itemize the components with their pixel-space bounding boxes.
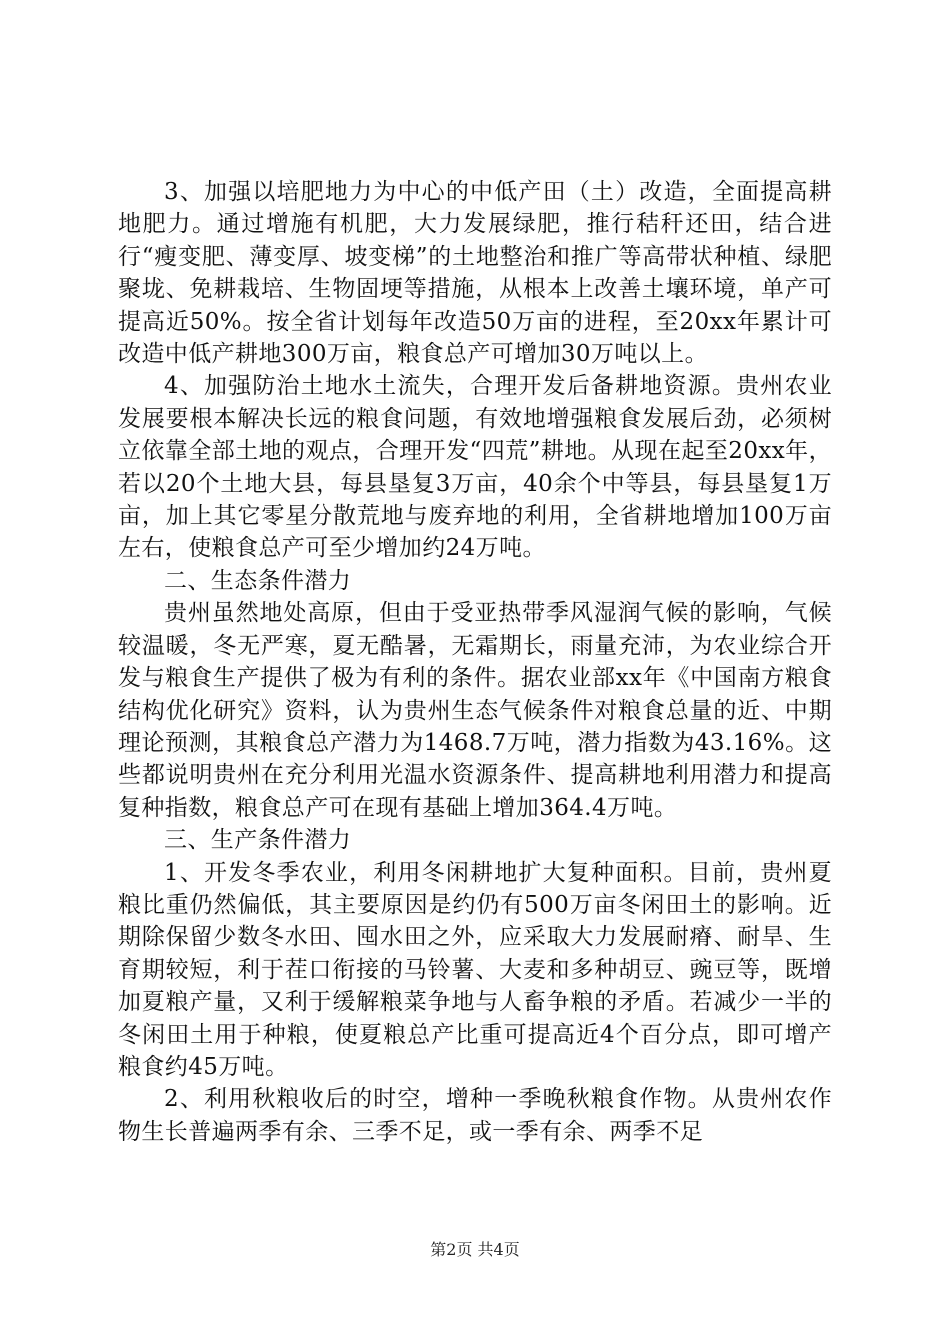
paragraph-ecology: 贵州虽然地处高原，但由于受亚热带季风湿润气候的影响，气候较温暖，冬无严寒，夏无酷暑，无霜期长，雨量充沛，为农业综合开发与粮食生产提供了极为有利的条件。据农业部xx年《中国南方粮食结构优化研究》资料，认为贵州生态气候条件对粮食总量的近、中期理论预测，其粮食总产潜力为1468.7万吨，潜力指数为43.16%。这些都说明贵州在充分利用光温水资源条件、提高耕地利用潜力和提高复种指数，粮食总产可在现有基础上增加364.4万吨。 xyxy=(118,600,832,821)
page-footer: 第2页 共4页 xyxy=(430,1240,520,1259)
section-heading-production: 三、生产条件潜力 xyxy=(164,827,352,854)
paragraph-late-autumn-crops: 2、利用秋粮收后的时空，增种一季晚秋粮食作物。从贵州农作物生长普遍两季有余、三季不足，或一季有余、两季不足 xyxy=(118,1086,832,1145)
paragraph-soil-improvement: 3、加强以培肥地力为中心的中低产田（土）改造，全面提高耕地肥力。通过增施有机肥，大力发展绿肥，推行秸秆还田，结合进行“瘦变肥、薄变厚、坡变梯”的土地整治和推广等高带状种植、绿肥聚垅、免耕栽培、生物固埂等措施，从根本上改善土壤环境，单产可提高近50%。按全省计划每年改造50万亩的进程，至20xx年累计可改造中低产耕地300万亩，粮食总产可增加30万吨以上。 xyxy=(118,179,832,368)
document-body xyxy=(118,176,832,1148)
paragraph-erosion-control: 4、加强防治土地水土流失，合理开发后备耕地资源。贵州农业发展要根本解决长远的粮食问题，有效地增强粮食发展后劲，必须树立依靠全部土地的观点，合理开发“四荒”耕地。从现在起至20xx年，若以20个土地大县，每县垦复3万亩，40余个中等县，每县垦复1万亩，加上其它零星分散荒地与废弃地的利用，全省耕地增加100万亩左右，使粮食总产可至少增加约24万吨。 xyxy=(118,373,832,562)
paragraph-winter-agriculture: 1、开发冬季农业，利用冬闲耕地扩大复种面积。目前，贵州夏粮比重仍然偏低，其主要原因是约仍有500万亩冬闲田土的影响。近期除保留少数冬水田、囤水田之外，应采取大力发展耐瘠、耐旱、生育期较短，利于茬口衔接的马铃薯、大麦和多种胡豆、豌豆等，既增加夏粮产量，又利于缓解粮菜争地与人畜争粮的矛盾。若减少一半的冬闲田土用于种粮，使夏粮总产比重可提高近4个百分点，即可增产粮食约45万吨。 xyxy=(118,859,832,1080)
section-heading-ecology: 二、生态条件潜力 xyxy=(164,567,352,594)
